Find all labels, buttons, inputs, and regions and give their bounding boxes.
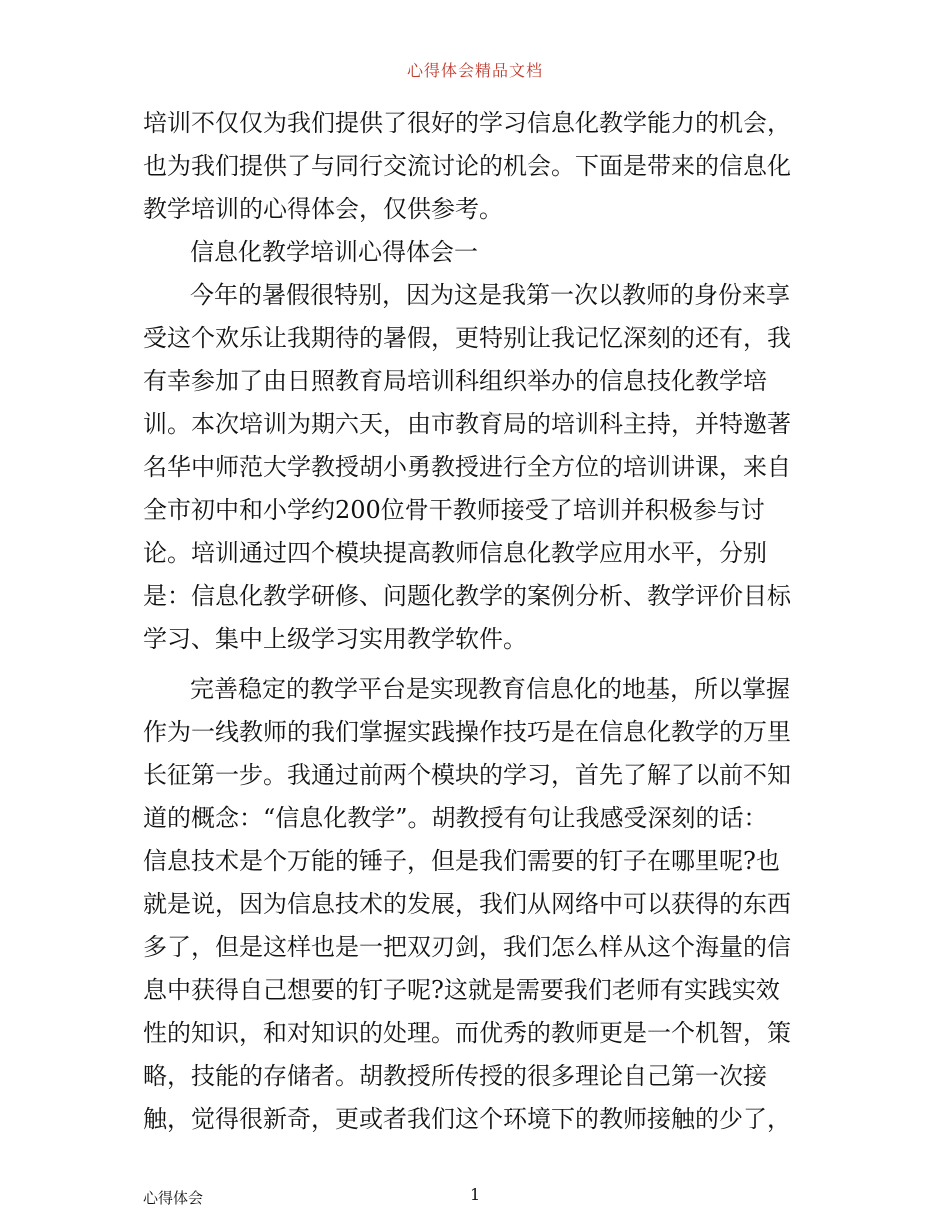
body-line: 完善稳定的教学平台是实现教育信息化的地基，所以掌握 <box>190 675 790 703</box>
body-line: 也为我们提供了与同行交流讨论的机会。下面是带来的信息化 <box>143 152 791 180</box>
body-line: 触，觉得很新奇，更或者我们这个环境下的教师接触的少了， <box>143 1105 791 1133</box>
page-number: 1 <box>470 1185 481 1204</box>
body-line: 今年的暑假很特别，因为这是我第一次以教师的身份来享 <box>190 281 790 309</box>
body-line: 道的概念：“信息化教学”。胡教授有句让我感受深刻的话： <box>143 804 768 832</box>
body-line: 是：信息化教学研修、问题化教学的案例分析、教学评价目标 <box>143 582 791 610</box>
body-line: 信息技术是个万能的锤子，但是我们需要的钉子在哪里呢?也 <box>143 847 780 875</box>
body-line: 训。本次培训为期六天，由市教育局的培训科主持，并特邀著 <box>143 410 791 438</box>
body-line: 多了，但是这样也是一把双刃剑，我们怎么样从这个海量的信 <box>143 933 791 961</box>
body-line: 长征第一步。我通过前两个模块的学习，首先了解了以前不知 <box>143 761 791 789</box>
section-heading: 信息化教学培训心得体会一 <box>190 238 478 266</box>
body-line: 培训不仅仅为我们提供了很好的学习信息化教学能力的机会， <box>143 109 791 137</box>
body-line: 略，技能的存储者。胡教授所传授的很多理论自己第一次接 <box>143 1062 767 1090</box>
body-line: 息中获得自己想要的钉子呢?这就是需要我们老师有实践实效 <box>143 976 780 1004</box>
body-line: 有幸参加了由日照教育局培训科组织举办的信息技化教学培 <box>143 367 767 395</box>
page-header-title: 心得体会精品文档 <box>406 61 543 80</box>
body-line: 受这个欢乐让我期待的暑假，更特别让我记忆深刻的还有，我 <box>143 324 791 352</box>
body-line: 学习、集中上级学习实用教学软件。 <box>143 625 527 653</box>
body-line: 就是说，因为信息技术的发展，我们从网络中可以获得的东西 <box>143 890 791 918</box>
document-body <box>143 102 811 1141</box>
body-line: 教学培训的心得体会，仅供参考。 <box>143 195 503 223</box>
footer-label: 心得体会 <box>143 1189 204 1207</box>
body-line: 论。培训通过四个模块提高教师信息化教学应用水平，分别 <box>143 539 767 567</box>
body-line: 全市初中和小学约200位骨干教师接受了培训并积极参与讨 <box>143 496 765 524</box>
body-line: 作为一线教师的我们掌握实践操作技巧是在信息化教学的万里 <box>143 718 791 746</box>
body-line: 性的知识，和对知识的处理。而优秀的教师更是一个机智，策 <box>143 1019 791 1047</box>
body-line: 名华中师范大学教授胡小勇教授进行全方位的培训讲课，来自 <box>143 453 791 481</box>
